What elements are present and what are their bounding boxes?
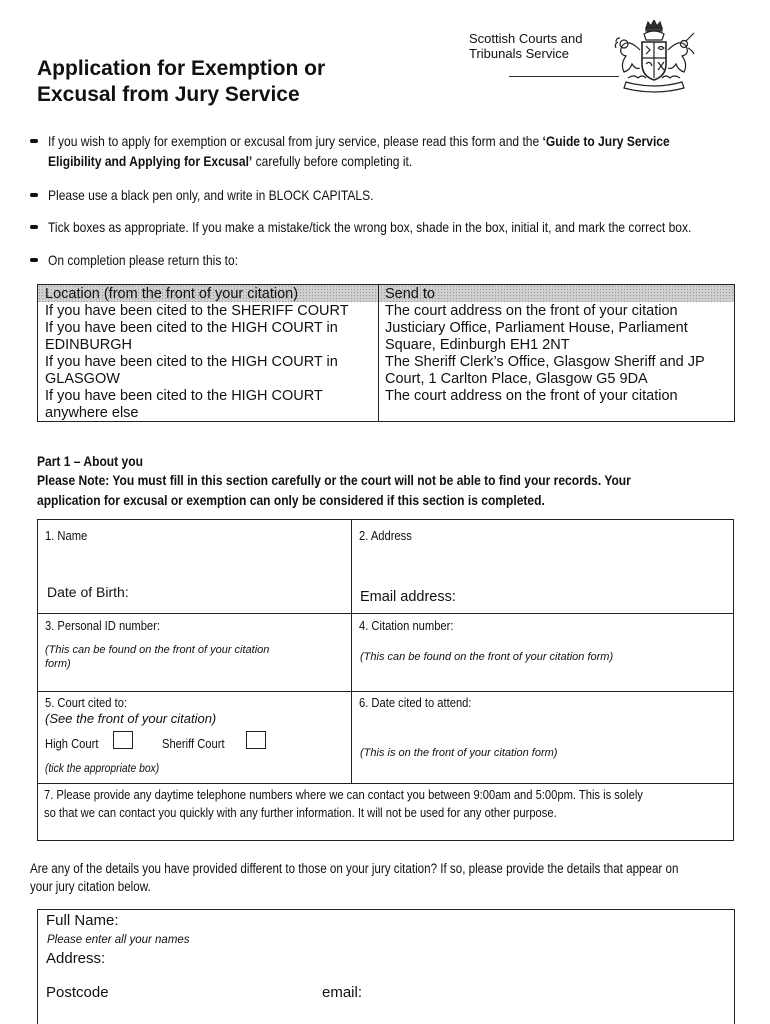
- name-dob-field[interactable]: [38, 520, 351, 613]
- date-cited-label: 6. Date cited to attend:: [359, 695, 472, 710]
- bullet-icon: [30, 258, 38, 262]
- tick-hint: (tick the appropriate box): [45, 761, 160, 775]
- row-4-send-to: The court address on the front of your citation: [385, 388, 678, 404]
- send-to-table: [37, 284, 735, 422]
- row-3-send-to: [385, 354, 705, 388]
- row-2-location: [45, 320, 338, 354]
- instruction-bullet-2: [30, 185, 770, 205]
- email-label: Email address:: [360, 589, 456, 605]
- differences-question-line-2: your jury citation below.: [30, 879, 151, 894]
- bullet-icon: [30, 193, 38, 197]
- personal-id-hint-line-1: (This can be found on the front of your citation: [45, 644, 270, 656]
- address-email-field[interactable]: [352, 520, 733, 613]
- bullet-1-outro: carefully before completing it.: [252, 153, 413, 169]
- high-court-label: High Court: [45, 736, 99, 751]
- address-input[interactable]: [138, 950, 728, 980]
- email-input[interactable]: [378, 984, 728, 1006]
- bullet-2-text: Please use a black pen only, and write in BLOCK CAPITALS.: [48, 187, 374, 203]
- citation-details-form: [37, 909, 735, 1024]
- personal-id-field[interactable]: [38, 614, 351, 691]
- personal-id-label: 3. Personal ID number:: [45, 618, 160, 633]
- row-3-send-line-2: Court, 1 Carlton Place, Glasgow G5 9DA: [385, 371, 648, 387]
- org-line-2: Tribunals Service: [469, 46, 569, 61]
- row-4-location-line-2: anywhere else: [45, 405, 139, 421]
- col-location-header: Location (from the front of your citation): [45, 286, 299, 302]
- row-3-send-line-1: The Sheriff Clerk’s Office, Glasgow Sheriff and JP: [385, 354, 705, 370]
- name-label: 1. Name: [45, 528, 88, 543]
- part-1-heading: Part 1 – About you: [37, 453, 143, 469]
- court-cited-hint: (See the front of your citation): [45, 711, 217, 726]
- full-name-input[interactable]: [138, 912, 728, 932]
- email-label: email:: [322, 984, 363, 1001]
- row-3-location: [45, 354, 338, 388]
- bullet-1-text: [48, 131, 670, 171]
- instruction-bullet-3: [30, 217, 770, 237]
- row-2-location-line-2: EDINBURGH: [45, 337, 133, 353]
- col-send-to-header: Send to: [385, 286, 435, 302]
- bullet-icon: [30, 139, 38, 143]
- row-1-send-to: The court address on the front of your citation: [385, 303, 678, 319]
- about-you-form: [37, 519, 734, 841]
- address-label: Address:: [46, 950, 106, 967]
- dob-label: Date of Birth:: [47, 584, 129, 600]
- personal-id-hint-line-2: form): [45, 658, 71, 670]
- row-2-send-line-2: Square, Edinburgh EH1 2NT: [385, 337, 570, 353]
- date-cited-field[interactable]: [352, 692, 733, 783]
- sheriff-court-checkbox[interactable]: [246, 731, 266, 749]
- court-cited-label: 5. Court cited to:: [45, 695, 128, 710]
- title-line-2: Excusal from Jury Service: [37, 83, 300, 106]
- high-court-checkbox[interactable]: [113, 731, 133, 749]
- bullet-3-text: Tick boxes as appropriate. If you make a mistake/tick the wrong box, shade in the box, initial it, and mark the correct box.: [48, 219, 692, 235]
- row-2-send-line-1: Justiciary Office, Parliament House, Parliament: [385, 320, 688, 336]
- full-name-hint: Please enter all your names: [47, 934, 190, 946]
- phone-instruction-line-2: so that we can contact you quickly with any further information. It will not be used for any other purpose.: [44, 805, 557, 820]
- instruction-bullet-4: [30, 250, 770, 270]
- row-4-location-line-1: If you have been cited to the HIGH COURT: [45, 388, 323, 404]
- differences-question-line-1: Are any of the details you have provided different to those on your jury citation? If so, please provide the details that appear on: [30, 861, 679, 876]
- citation-number-label: 4. Citation number:: [359, 618, 454, 633]
- full-name-label: Full Name:: [46, 912, 119, 929]
- citation-number-field[interactable]: [352, 614, 733, 691]
- row-2-location-line-1: If you have been cited to the HIGH COURT in: [45, 320, 338, 336]
- row-1-location: If you have been cited to the SHERIFF COURT: [45, 303, 349, 319]
- title-line-1: Application for Exemption or: [37, 57, 326, 80]
- postcode-label: Postcode: [46, 984, 109, 1001]
- header-rule: [509, 76, 619, 77]
- bullet-1-intro: If you wish to apply for exemption or excusal from jury service, please read this form and the: [48, 133, 543, 149]
- guide-title-part-1: ‘Guide to Jury Service: [542, 133, 670, 149]
- row-2-send-to: [385, 320, 688, 354]
- row-3-location-line-1: If you have been cited to the HIGH COURT in: [45, 354, 338, 370]
- bullet-4-text: On completion please return this to:: [48, 252, 239, 268]
- phone-field[interactable]: [38, 822, 733, 840]
- citation-number-hint: (This can be found on the front of your citation form): [360, 651, 614, 663]
- table-divider: [378, 285, 379, 421]
- part-1-note-line-1: Please Note: You must fill in this section carefully or the court will not be able to find your records. Your: [37, 472, 631, 488]
- postcode-input[interactable]: [128, 984, 313, 1006]
- org-line-1: Scottish Courts and: [469, 31, 583, 46]
- date-cited-hint: (This is on the front of your citation form): [360, 747, 558, 759]
- royal-crest-icon: [612, 20, 696, 94]
- row-divider: [38, 783, 733, 784]
- phone-instruction-line-1: 7. Please provide any daytime telephone numbers where we can contact you between 9:00am and 5:00pm. This is solely: [44, 787, 643, 802]
- organisation-name: [469, 31, 582, 61]
- page-title: [37, 56, 325, 108]
- address-label: 2. Address: [359, 528, 412, 543]
- part-1-note-line-2: application for excusal or exemption can only be considered if this section is completed.: [37, 492, 545, 508]
- sheriff-court-label: Sheriff Court: [162, 736, 225, 751]
- bullet-icon: [30, 225, 38, 229]
- row-3-location-line-2: GLASGOW: [45, 371, 120, 387]
- row-4-location: [45, 388, 323, 422]
- guide-title-part-2: Eligibility and Applying for Excusal’: [48, 153, 253, 169]
- instruction-bullet-1: [30, 131, 770, 175]
